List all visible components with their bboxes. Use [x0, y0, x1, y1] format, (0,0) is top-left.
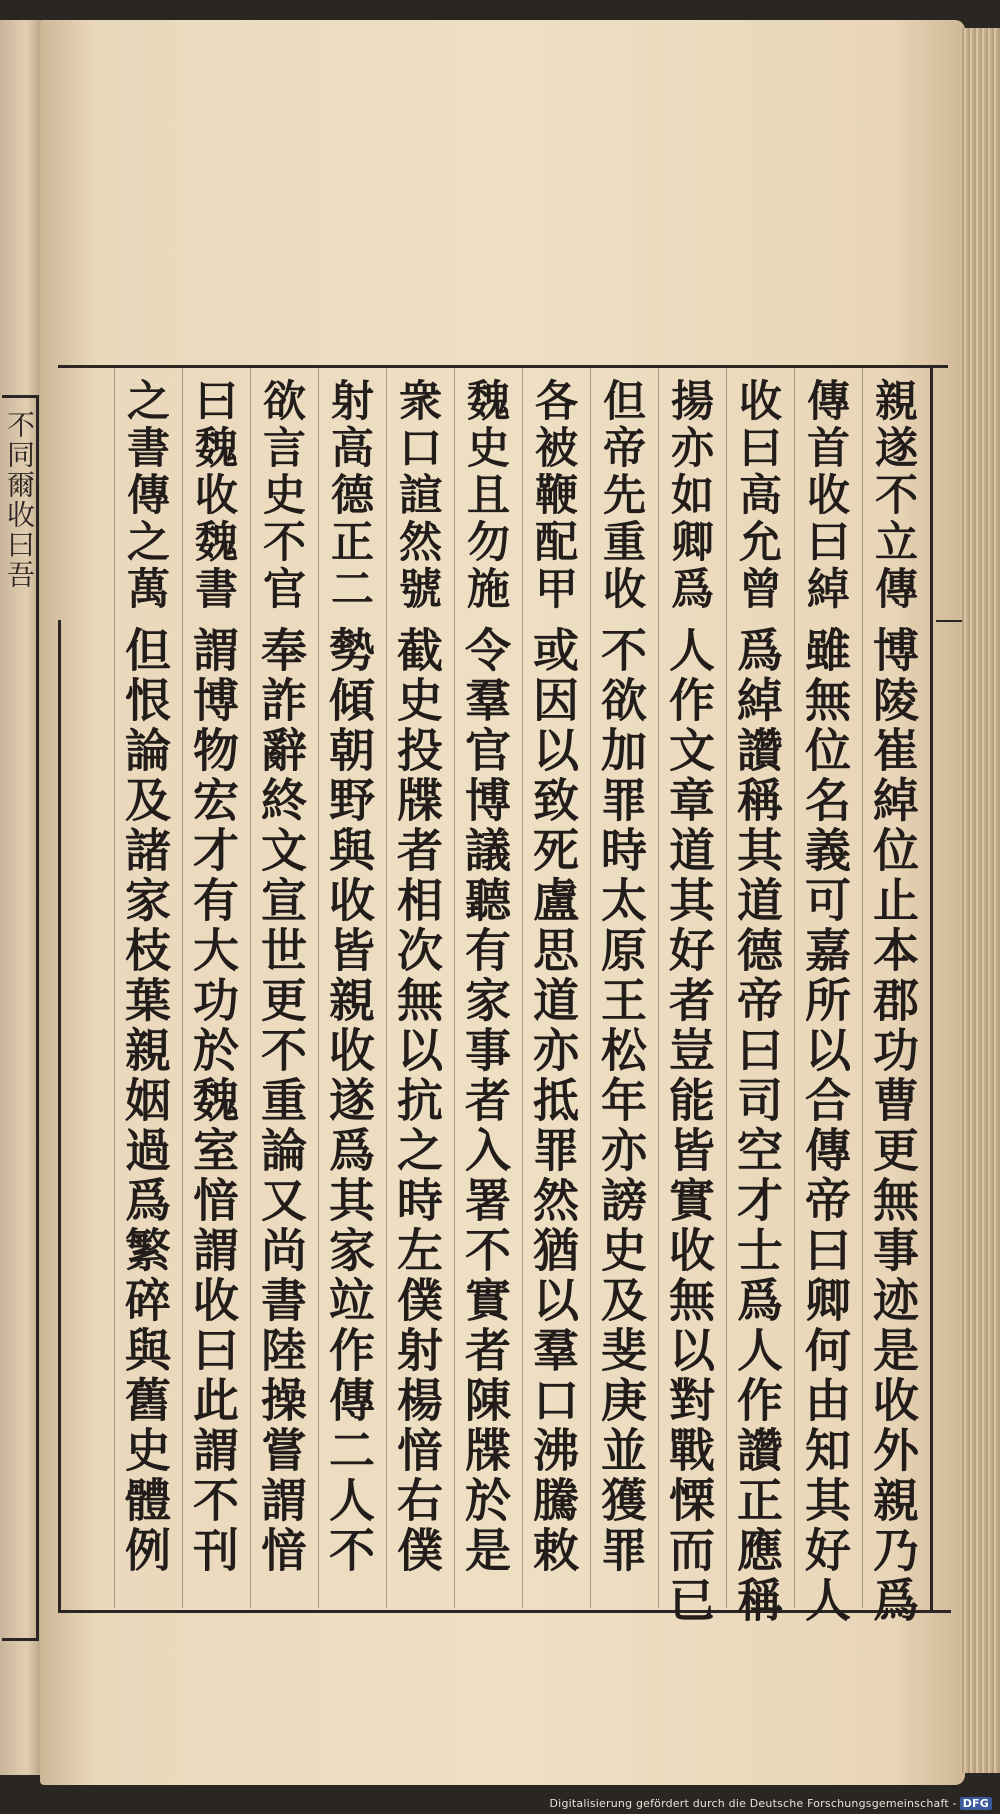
- text-column: 令羣官博議聽有家事者入署不實者陳牒於是: [458, 626, 512, 1576]
- digitization-credit: [550, 1797, 992, 1810]
- text-column: 截史投牒者相次無以抗之時左僕射楊愔右僕: [390, 626, 444, 1576]
- column-rule: [386, 368, 387, 1608]
- column-rule: [658, 368, 659, 1608]
- text-column: 不欲加罪時太原王松年亦謗史及斐庚並獲罪: [594, 626, 648, 1576]
- text-column: 魏史且勿施: [460, 378, 510, 613]
- text-column: 或因以致死盧思道亦抵罪然猶以羣口沸騰敕: [526, 626, 580, 1576]
- text-column: 收曰高允曾: [732, 378, 782, 613]
- text-column: 曰魏收魏書: [188, 378, 238, 613]
- text-column: 揚亦如卿爲: [664, 378, 714, 613]
- text-column: 爲綽讚稱其道德帝曰司空才士爲人作讚正應稱: [730, 626, 784, 1626]
- text-column: 傳首收曰綽: [800, 378, 850, 613]
- text-column: 謂博物宏才有大功於魏室愔謂收曰此謂不刊: [186, 626, 240, 1576]
- column-rule: [590, 368, 591, 1608]
- text-column: 博陵崔綽位止本郡功曹更無事迹是收外親乃爲: [866, 626, 920, 1626]
- column-rule: [726, 368, 727, 1608]
- text-column: 人作文章道其好者豈能皆實收無以對戰慄而已: [662, 626, 716, 1626]
- column-rule: [318, 368, 319, 1608]
- credit-text: Digitalisierung gefördert durch die Deutsche Forschungsgemeinschaft -: [549, 1797, 957, 1810]
- column-rule: [114, 368, 115, 1608]
- column-rule: [250, 368, 251, 1608]
- page-edges: [962, 28, 1000, 1773]
- text-column: 奉詐辭終文宣世更不重論又尚書陸操嘗謂愔: [254, 626, 308, 1576]
- text-column: 勢傾朝野與收皆親收遂爲其家竝作傳二人不: [322, 626, 376, 1576]
- text-column: 射高德正二: [324, 378, 374, 613]
- text-column: 親遂不立傳: [868, 378, 918, 613]
- column-rule: [862, 368, 863, 1608]
- left-page-text: 不同爾收曰吾: [3, 410, 36, 590]
- right-frame-line: [930, 365, 933, 1610]
- text-column: 之書傳之萬: [120, 378, 170, 613]
- dfg-logo: DFG: [960, 1797, 992, 1810]
- column-rule: [454, 368, 455, 1608]
- column-rule: [794, 368, 795, 1608]
- column-rule: [522, 368, 523, 1608]
- text-column: 雖無位名義可嘉所以合傳帝曰卿何由知其好人: [798, 626, 852, 1626]
- column-rule: [182, 368, 183, 1608]
- text-column: 各被鞭配甲: [528, 378, 578, 613]
- text-column: 但帝先重收: [596, 378, 646, 613]
- text-column: 但恨論及諸家枝葉親姻過爲繁碎與舊史體例: [118, 626, 172, 1576]
- margin-mark: [936, 620, 962, 662]
- text-column: 欲言史不官: [256, 378, 306, 613]
- text-column: 衆口諠然號: [392, 378, 442, 613]
